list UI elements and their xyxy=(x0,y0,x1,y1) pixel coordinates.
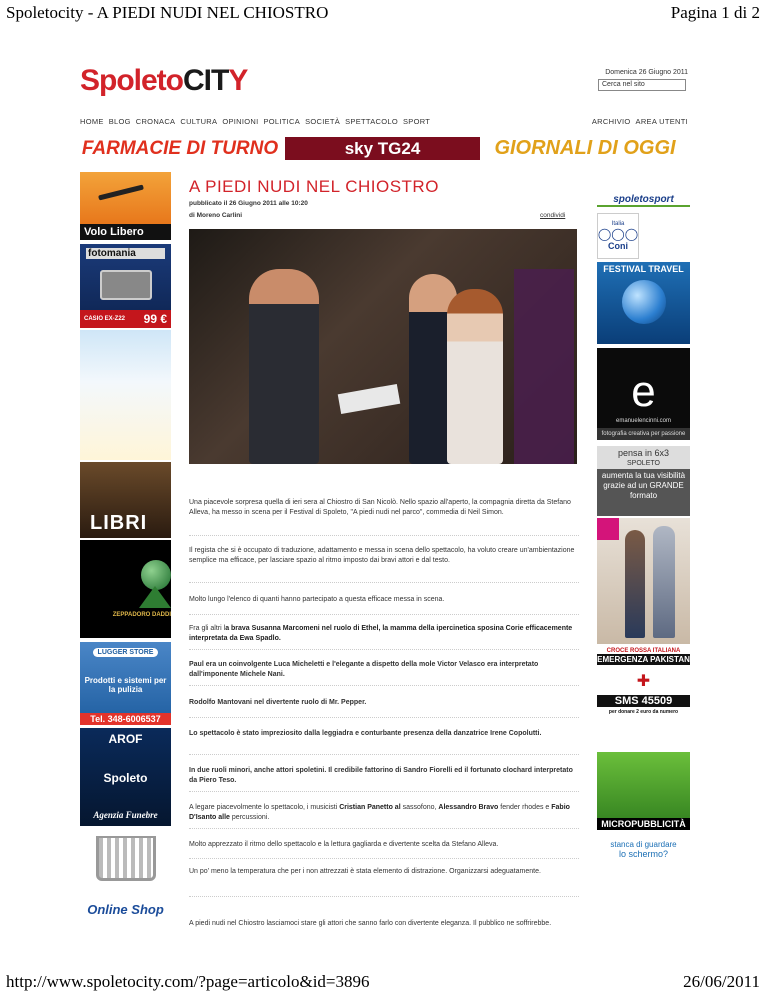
ad-online-shop[interactable] xyxy=(80,830,171,925)
ad-sms-label: SMS 45509 xyxy=(597,695,690,707)
article-author: di Moreno Carlini xyxy=(189,212,243,219)
article-title: A PIEDI NUDI NEL CHIOSTRO xyxy=(189,177,439,196)
camera-icon xyxy=(100,270,152,300)
ad-festival-label: FESTIVAL TRAVEL xyxy=(603,264,684,274)
article-paragraph: A piedi nudi nel Chiostro lasciamoci stare gli attori che sanno farlo con divertente eleganza. Il pubblico ne soffrirebbe. xyxy=(189,920,552,927)
nav-spettacolo[interactable]: SPETTACOLO xyxy=(345,117,398,126)
nav-sport[interactable]: SPORT xyxy=(402,117,431,126)
article-published: pubblicato il 26 Giugno 2011 alle 10:20 xyxy=(189,200,308,207)
pdf-title: Spoletocity - A PIEDI NUDI NEL CHIOSTRO xyxy=(6,3,329,22)
divider xyxy=(189,535,579,536)
text-run: sassofono, xyxy=(400,804,439,811)
ad-emanuele-label: emanuelencinni.com xyxy=(615,418,672,424)
ad-fashion[interactable] xyxy=(597,518,690,644)
logo-text-a: Spoleto xyxy=(80,64,183,97)
nav-politica[interactable]: POLITICA xyxy=(263,117,301,126)
pyramid-icon xyxy=(139,586,171,608)
model-figure-icon xyxy=(625,530,645,638)
ad-lugger-label: LUGGER STORE xyxy=(93,648,159,657)
ad-casio-label: CASIO EX-Z22 xyxy=(84,316,126,322)
ad-zeppadoro-label: ZEPPADORO DADDI xyxy=(112,612,171,618)
ad-emergenza-label: EMERGENZA PAKISTAN xyxy=(597,655,690,664)
article-paragraph: Molto lungo l'elenco di quanti hanno partecipato a questa efficace messa in scena. xyxy=(189,596,445,603)
search-input[interactable]: Cerca nel sito xyxy=(598,79,686,91)
ad-croce-rossa[interactable] xyxy=(597,648,690,748)
main-nav xyxy=(80,117,435,126)
ad-micro-label: MICROPUBBLICITÀ xyxy=(597,818,690,830)
olympic-rings-icon: ◯◯◯ xyxy=(597,227,639,241)
nav-home[interactable]: HOME xyxy=(80,117,104,126)
article-paragraph: Molto apprezzato il ritmo dello spettacolo e la lettura gagliarda e divertente scelta da Stefano Alleva. xyxy=(189,841,499,848)
site-date: Domenica 26 Giugno 2011 xyxy=(605,69,688,76)
banner-farmacie[interactable]: FARMACIE DI TURNO xyxy=(81,137,279,159)
ad-pensa-city: SPOLETO xyxy=(597,460,690,469)
divider xyxy=(189,614,579,615)
globe-icon xyxy=(622,280,666,324)
share-link[interactable]: condividi xyxy=(540,212,566,219)
divider xyxy=(189,582,579,583)
article-paragraph: Lo spettacolo è stato impreziosito dalla leggiadra e conturbante presenza della danzatrice Irene Copolutti. xyxy=(189,730,542,737)
ad-arof-label: AROF xyxy=(108,732,143,746)
text-run-bold: a brava Susanna Marcomeni nel ruolo di Ethel, la mamma della ipercinetica sposina Corie efficacemente interpretata da Ewa Spadlo. xyxy=(189,625,573,642)
ad-stanca-line2: lo schermo? xyxy=(618,849,669,859)
ad-arof-city: Spoleto xyxy=(103,771,148,785)
article-paragraph: Un po' meno la temperatura che per i non attrezzati è stata elemento di distrazione. Organizzarsi adeguatamente. xyxy=(189,868,541,875)
article-paragraph xyxy=(189,624,579,644)
ad-arof[interactable] xyxy=(80,728,171,826)
ad-micropubblicita[interactable] xyxy=(597,752,690,830)
nav-area-utenti[interactable]: AREA UTENTI xyxy=(635,117,688,126)
divider xyxy=(189,828,579,829)
brand-badge-icon xyxy=(597,518,619,540)
e-logo-icon: e xyxy=(631,367,656,416)
article-paragraph: Rodolfo Mantovani nel divertente ruolo di Mr. Pepper. xyxy=(189,699,367,706)
shopping-cart-icon xyxy=(96,836,156,881)
ad-fotomania-label: fotomania xyxy=(86,248,165,259)
ad-italia-label: Italia xyxy=(611,221,625,227)
ad-donare-label: per donare 2 euro da numero xyxy=(608,709,679,715)
ad-fotomania[interactable] xyxy=(80,244,171,328)
divider xyxy=(189,791,579,792)
nav-cronaca[interactable]: CRONACA xyxy=(135,117,176,126)
nav-opinioni[interactable]: OPINIONI xyxy=(222,117,259,126)
nav-archivio[interactable]: ARCHIVIO xyxy=(591,117,631,126)
article-paragraph: Il regista che si è occupato di traduzione, adattamento e messa in scena dello spettacolo, ha voluto creare un'ambientazione semplice ma efficace, per lasciare spazio al ritmo imposto dai bravi attori e dal testo. xyxy=(189,547,575,564)
logo-text-c: Y xyxy=(228,64,248,97)
ad-croce-label: CROCE ROSSA ITALIANA xyxy=(606,648,681,654)
text-run: Fra gli altri l xyxy=(189,625,226,632)
banner-sky-tg24[interactable]: sky TG24 xyxy=(285,137,480,160)
ad-tel-label: Tel. 348-6006537 xyxy=(80,713,171,725)
model-figure-icon xyxy=(653,526,675,638)
article-photo xyxy=(189,229,577,464)
ad-libri-label: LIBRI xyxy=(90,512,148,534)
nav-societa[interactable]: SOCIETÀ xyxy=(305,117,341,126)
text-run: percussioni. xyxy=(229,814,270,821)
divider xyxy=(189,717,579,718)
ad-coni-label: Coni xyxy=(608,241,628,251)
divider xyxy=(189,896,579,897)
divider xyxy=(189,858,579,859)
ad-pensa-6x3[interactable] xyxy=(597,446,690,516)
pdf-date: 26/06/2011 xyxy=(683,972,760,991)
ad-prodotti-label: Prodotti e sistemi per la pulizia xyxy=(84,676,167,694)
hang-glider-icon xyxy=(98,185,144,201)
ad-libri[interactable] xyxy=(80,462,171,538)
site-logo[interactable] xyxy=(80,64,247,98)
text-run-bold: Fabio D'Isanto alle xyxy=(189,804,570,821)
nav-blog[interactable]: BLOG xyxy=(108,117,131,126)
article-paragraph: In due ruoli minori, anche attori spoletini. Il credibile fattorino di Sandro Fiorelli ed il fortunato clochard interpretato da Piero Teso. xyxy=(189,767,573,784)
ad-shop-label: Online Shop xyxy=(87,902,164,917)
ad-zeppadoro[interactable] xyxy=(80,540,171,638)
article-paragraph xyxy=(189,803,579,823)
actor-figure-icon xyxy=(249,269,319,464)
ad-lugger-store[interactable] xyxy=(80,642,171,725)
ad-aumenta-label: aumenta la tua visibilità grazie ad un GRANDE formato xyxy=(601,471,686,500)
ad-price: 99 € xyxy=(143,312,167,326)
divider xyxy=(189,754,579,755)
actress-figure-icon xyxy=(447,289,503,464)
ad-stanca-line1: stanca di guardare xyxy=(610,840,677,849)
article-paragraph: Paul era un coinvolgente Luca Micheletti e l'elegante a dispetto della mole Victor Velasco era interpretato dall'imponente Michele Nani. xyxy=(189,661,539,678)
red-cross-icon: ✚ xyxy=(636,673,651,690)
ad-spoletosport[interactable]: spoletosport xyxy=(597,194,690,207)
ad-pensa-label: pensa in 6x3 xyxy=(597,446,690,460)
ad-festival-travel[interactable] xyxy=(597,262,690,344)
divider xyxy=(189,685,579,686)
ad-sky-gradient[interactable] xyxy=(80,330,171,460)
logo-text-b: CIT xyxy=(183,64,229,97)
divider xyxy=(189,649,579,650)
banner-giornali[interactable]: GIORNALI DI OGGI xyxy=(485,137,685,160)
ad-volo-libero[interactable] xyxy=(80,172,171,240)
pdf-url: http://www.spoletocity.com/?page=articolo&id=3896 xyxy=(6,972,370,991)
ad-coni[interactable] xyxy=(597,213,690,259)
text-run-bold: Cristian Panetto al xyxy=(339,804,401,811)
article-paragraph: Una piacevole sorpresa quella di ieri sera al Chiostro di San Nicolò. Nello spazio all'aperto, la compagnia diretta da Stefano Alleva, ha messo in scena per il Festival di Spoleto, "A piedi nudi nel parco", commedia di Neil Simon. xyxy=(189,499,571,516)
backdrop-panel xyxy=(514,269,574,464)
ad-stanca[interactable] xyxy=(597,840,690,859)
text-run: fender rhodes e xyxy=(498,804,552,811)
ad-volo-label: Volo Libero xyxy=(80,224,171,240)
text-run-bold: Alessandro Bravo xyxy=(438,804,499,811)
pdf-page-number: Pagina 1 di 2 xyxy=(670,3,760,22)
ad-emanuele[interactable] xyxy=(597,348,690,440)
nav-cultura[interactable]: CULTURA xyxy=(180,117,218,126)
ad-fotografia-label: fotografia creativa per passione xyxy=(597,428,690,440)
secondary-nav xyxy=(587,117,688,126)
ad-agenzia-label: Agenzia Funebre xyxy=(93,810,158,820)
script-paper-icon xyxy=(338,384,401,414)
text-run: A legare piacevolmente lo spettacolo, i musicisti xyxy=(189,804,340,811)
